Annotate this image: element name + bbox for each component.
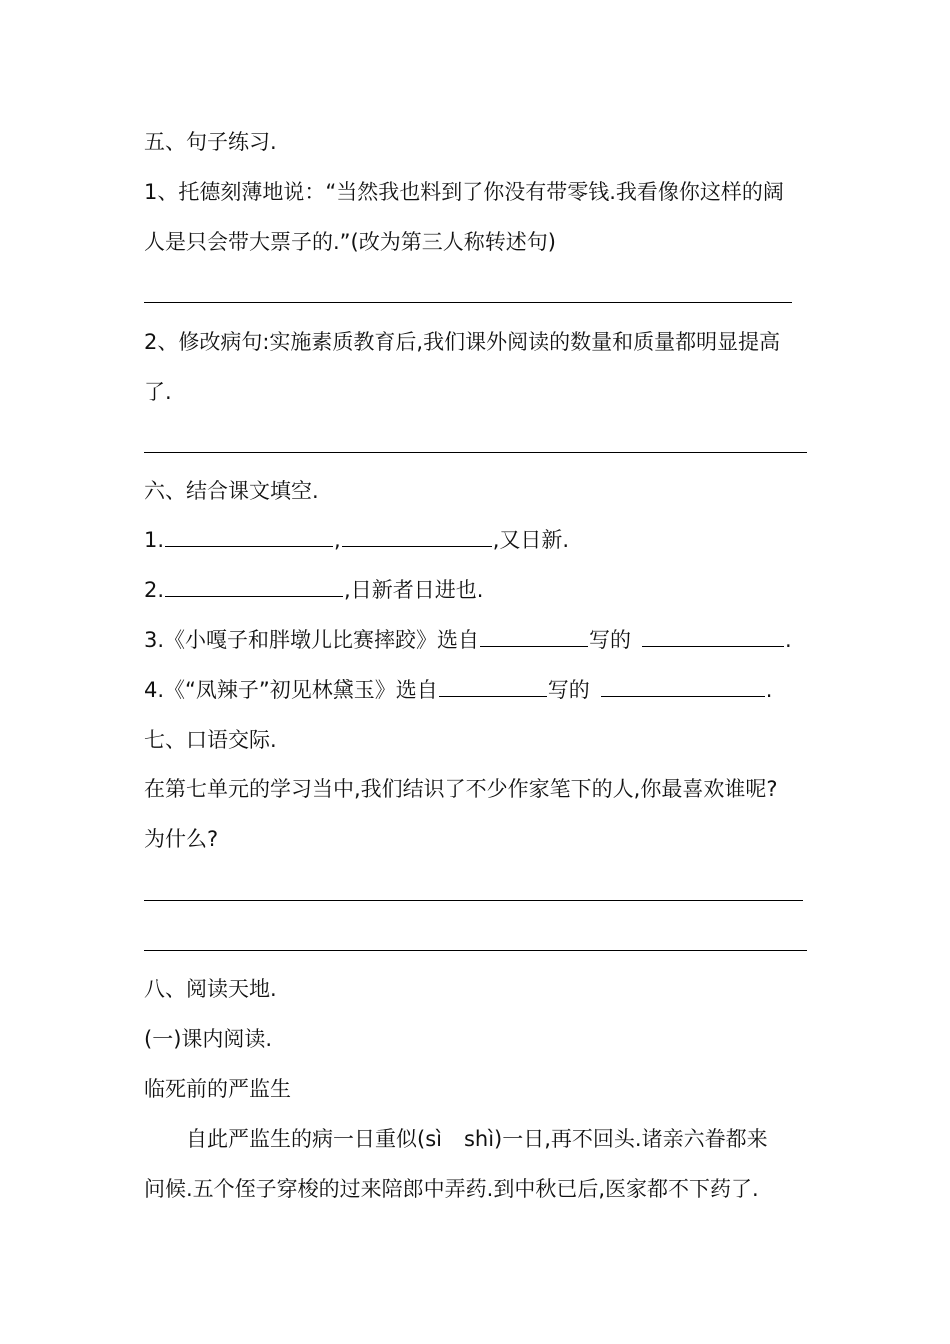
passage-title: 临死前的严监生 bbox=[144, 1077, 291, 1101]
q1-text-line2: 人是只会带大票子的.”(改为第三人称转述句) bbox=[144, 230, 556, 254]
fill-blank-1b[interactable] bbox=[342, 526, 492, 547]
fill-blank-2[interactable] bbox=[165, 576, 343, 597]
fill-blank-1a[interactable] bbox=[165, 526, 333, 547]
q1-text-line1: 1、托德刻薄地说：“当然我也料到了你没有带零钱.我看像你这样的阔 bbox=[144, 180, 784, 204]
q2-text-line1: 2、修改病句:实施素质教育后,我们课外阅读的数量和质量都明显提高 bbox=[144, 330, 781, 354]
section-8-subtitle: (一)课内阅读. bbox=[144, 1027, 273, 1051]
section-7-title: 七、口语交际. bbox=[144, 728, 277, 752]
section-7-answer-line-2[interactable] bbox=[144, 950, 807, 951]
section-5-title: 五、句子练习. bbox=[144, 130, 277, 154]
section-6-title: 六、结合课文填空. bbox=[144, 479, 319, 503]
fill-blank-4-book[interactable] bbox=[601, 676, 765, 697]
fill-item-2: 2. ,日新者日进也. bbox=[144, 578, 484, 602]
q2-text-line2: 了. bbox=[144, 380, 172, 404]
section-8-title: 八、阅读天地. bbox=[144, 977, 277, 1001]
section-7-prompt-line2: 为什么? bbox=[144, 827, 219, 851]
section-7-answer-line-1[interactable] bbox=[144, 900, 803, 901]
fill-blank-4-author[interactable] bbox=[439, 676, 547, 697]
fill-blank-3-book[interactable] bbox=[642, 626, 784, 647]
fill-item-1: 1. , ,又日新. bbox=[144, 528, 570, 552]
passage-paragraph-line1: 自此严监生的病一日重似(sì shì)一日,再不回头.诸亲六眷都来 bbox=[186, 1127, 768, 1151]
fill-item-4: 4.《“凤辣子”初见林黛玉》选自 写的 . bbox=[144, 678, 773, 702]
fill-item-3: 3.《小嘎子和胖墩儿比赛摔跤》选自 写的 . bbox=[144, 628, 792, 652]
passage-paragraph-line2: 问候.五个侄子穿梭的过来陪郎中弄药.到中秋已后,医家都不下药了. bbox=[144, 1177, 759, 1201]
q2-answer-line[interactable] bbox=[144, 452, 807, 453]
fill-blank-3-author[interactable] bbox=[480, 626, 588, 647]
section-7-prompt-line1: 在第七单元的学习当中,我们结识了不少作家笔下的人,你最喜欢谁呢? bbox=[144, 777, 778, 801]
q1-answer-line[interactable] bbox=[144, 302, 792, 303]
